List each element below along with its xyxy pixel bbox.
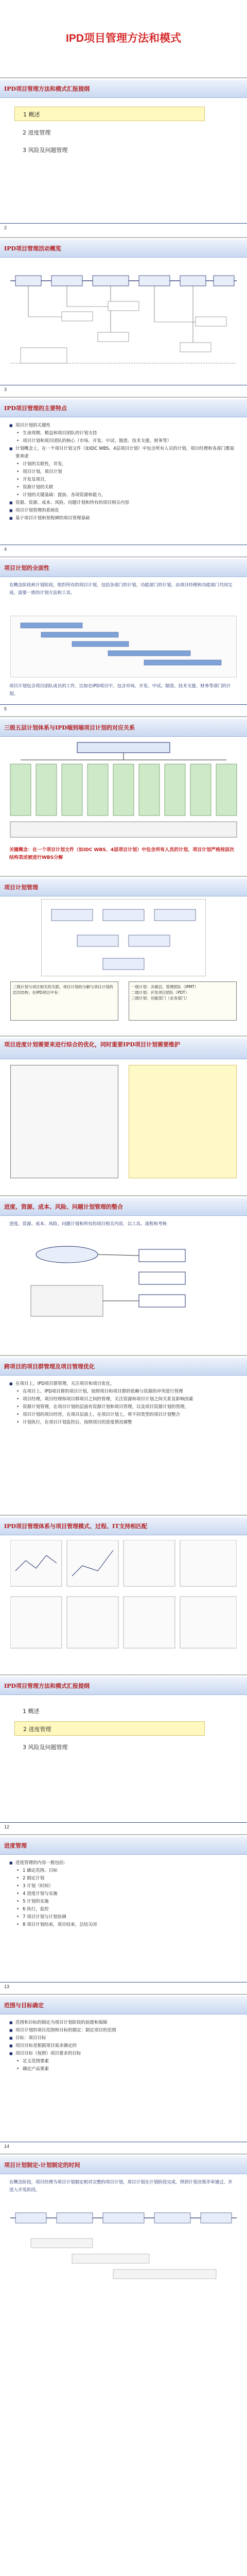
- page-divider: [0, 1834, 247, 1835]
- bullet: ■ 项目计划的项目范围和目标的制定：制定项目的范围: [9, 2027, 236, 2035]
- slide-title: 跨项目的项目群管理及项目管理优化: [4, 1363, 95, 1370]
- page-divider: [0, 397, 247, 398]
- agenda-list: [14, 1704, 205, 1757]
- paragraph: 项目计划包含项目团队成员的工作，比如在IPD项目中，包含市场、开发、中试、制造、技术支援、财务等部门的计划。: [9, 684, 231, 697]
- slide-title: IPD项目管理的主要特点: [4, 405, 67, 412]
- bullet: ■ 资源、资源、成本、风险、问题计划和所有的项目相关内容: [9, 499, 236, 507]
- slide-title-bar: [0, 1996, 247, 2014]
- slide-title: IPD项目管理方法和模式汇报提纲: [4, 1683, 90, 1689]
- page-divider: [0, 716, 247, 717]
- scope-list: [9, 2019, 236, 2073]
- slide-title-bar: [0, 1198, 247, 1216]
- bullet: ■ 进度管理的内容一般包括：: [9, 1859, 236, 1867]
- sub-bullet: • 8 项目计划结束，项目结束，总结关闭: [9, 1921, 236, 1929]
- sub-bullet: • 项目计划和项目团队的核心（市场、开发、中试、制造、技术支援、财务等）: [9, 437, 236, 445]
- page-divider: [0, 2154, 247, 2155]
- page-divider: [0, 556, 247, 557]
- slide-program-management: [0, 1358, 247, 1512]
- page-divider: [0, 237, 247, 238]
- program-list: [9, 1380, 236, 1427]
- page-divider: [0, 77, 247, 78]
- slide-title: 进度管理: [4, 1842, 27, 1849]
- slide-title-bar: [0, 240, 247, 258]
- slide-main-features: [0, 399, 247, 554]
- agenda-item-risk[interactable]: 3 风险及问题管理: [23, 147, 68, 154]
- sub-bullet: • 资源计划的关联: [9, 484, 236, 492]
- info-box: 三级计划与项目相关的关联，项目计划的分解与项目计划的层次结构；在IPD项目中有：: [10, 981, 118, 1021]
- bullet: ■ 项目计划管理的系统化: [9, 507, 236, 515]
- sub-bullet: • 资源计划管理，在项目计划的层面有资源计划和项目管理，以及项目资源计划的管理，: [9, 1403, 236, 1411]
- page-divider: [0, 1355, 247, 1356]
- bullet: ■ 项目目标（按照）项目要求的目标: [9, 2050, 236, 2058]
- sub-bullet: • 6 执行，监控: [9, 1906, 236, 1913]
- bullet: ■ 目标：项目目标: [9, 2035, 236, 2042]
- feature-list: [9, 422, 236, 522]
- slide-title-bar: [0, 80, 247, 98]
- sub-bullet: • 5 计划的实施: [9, 1898, 236, 1906]
- sub-bullet: • 项目计划，项目计划: [9, 468, 236, 476]
- sub-bullet: • 定义范围要素: [9, 2058, 236, 2065]
- paragraph: 在概念阶段，项目经理为项目计划制定相对完整的项目计划，项目计划在计划阶段完成，得到计划决策评审通过，并进入开发阶段。: [9, 2180, 233, 2193]
- page-divider: [0, 876, 247, 877]
- footer-line: [0, 1822, 247, 1823]
- slide-title: 项目计划的全面性: [4, 565, 49, 571]
- slide-title-bar: [0, 559, 247, 577]
- plan-chart: [10, 616, 237, 677]
- page-number: 14: [4, 2144, 10, 2149]
- slide-title: 进度、资源、成本、风险、问题计划管理的整合: [4, 1204, 123, 1210]
- bullet: ■ 在项目上，IPD项目群管理，关注项目和项目优化，: [9, 1380, 236, 1388]
- slide-agenda-2: [0, 1677, 247, 1832]
- sub-bullet: • 开发及项目，: [9, 476, 236, 484]
- sub-bullet: • 项目计划的项目经营，在项目层面上，在项目计划上，将不同类型的项目计划整合: [9, 1411, 236, 1419]
- slide-title: IPD项目管理体系与项目管理模式、过程、IT支持相匹配: [4, 1523, 148, 1530]
- sub-bullet: • 确定产品要素: [9, 2065, 236, 2073]
- sub-bullet: • 计划执行，在项目计划监控后，按照项目的进度情况调整: [9, 1419, 236, 1427]
- slide-scope-goals: [0, 1996, 247, 2151]
- slide-title: IPD项目管理活动概览: [4, 245, 61, 252]
- page-number: 5: [4, 706, 7, 711]
- slide-title-bar: [0, 1038, 247, 1059]
- plan-flow-diagram: [41, 899, 206, 976]
- slide-title-bar: [0, 2156, 247, 2174]
- page-number: 2: [4, 225, 7, 230]
- slide-title-bar: [0, 399, 247, 417]
- agenda-item-schedule[interactable]: 2 进度管理: [23, 129, 51, 136]
- sub-bullet: • 4 进度计划与实施: [9, 1890, 236, 1898]
- paragraph: 在概念阶段和计划阶段，组织所有的项目计划，包括各部门的计划，功能部门的计划，由项目经理和功能部门共同完成，需要一致的计划方法和工具。: [9, 583, 233, 596]
- bullet: ■ 基于项目计划和里程碑的项目管理基础: [9, 515, 236, 522]
- slide-system-match: [0, 1517, 247, 1672]
- sub-bullet: • 计划的关键基础：提前、各项资源和能力，: [9, 492, 236, 499]
- page-divider: [0, 1195, 247, 1196]
- key-concept-text: 关键概念：在一个项目计划文件（如IDC WBS、4层项目计划）中包含所有人员的计划，项目计划严格按层次结构表述被进行WBS分解: [9, 848, 235, 860]
- slide-title: 项目进度计划需要来进行综合的优化，同时重要IPD项目计划需要维护: [4, 1041, 180, 1048]
- agenda-item-overview[interactable]: 1 概述: [14, 107, 205, 121]
- page-number: 13: [4, 1984, 10, 1989]
- document-title: IPD项目管理方法和模式: [65, 32, 181, 44]
- slide-title-bar: [0, 1677, 247, 1695]
- slide-title: 范围与目标确定: [4, 2002, 44, 2009]
- system-match-diagram: [10, 1540, 237, 1653]
- sub-bullet: • 1 确定范围、目标: [9, 1867, 236, 1875]
- agenda-item-schedule[interactable]: 2 进度管理: [14, 1721, 205, 1736]
- slide-title-bar: [0, 1358, 247, 1376]
- slide-title: 三级五层计划体系与IPD端到端项目计划的对应关系: [4, 724, 135, 731]
- slide-title: 项目计划制定-计划制定的时间: [4, 2162, 80, 2168]
- schedule-list: [9, 1859, 236, 1929]
- slide-schedule-management: [0, 1837, 247, 1991]
- paragraph: 进度、资源、成本、风险、问题计划和所有的项目相关内容，以工具、流程和考核: [9, 1222, 167, 1227]
- agenda-item-risk[interactable]: 3 风险及问题管理: [23, 1744, 68, 1751]
- page-number: 12: [4, 1824, 10, 1829]
- bullet: ■ 计划概念上，在一个项目计划文件（如IDC WBS、4层项目计划）中包含所有人员的计划，项目经理和各部门都需要承诺: [9, 445, 236, 461]
- slide-activity-overview: [0, 240, 247, 394]
- slide-title-bar: [0, 878, 247, 896]
- agenda-list: [14, 107, 205, 160]
- agenda-item-overview[interactable]: 1 概述: [23, 1708, 40, 1715]
- slide-three-level-plan: [0, 719, 247, 873]
- page-divider: [0, 1994, 247, 1995]
- slide-title-bar: [0, 1517, 247, 1535]
- page-divider: [0, 1036, 247, 1037]
- sub-bullet: • 项目经理，项目经理和项目群项目之间的管理，关注资源和项目计划之间关系及影响因素: [9, 1396, 236, 1403]
- page-number: 3: [4, 387, 7, 392]
- slide-plan-comprehensive: [0, 559, 247, 714]
- right-panel: [129, 1065, 237, 1178]
- left-panel: [10, 1065, 118, 1178]
- sub-bullet: • 在项目上，IPD项目群的项目计划，按照项目和项目群的依赖与资源的冲突进行管理: [9, 1388, 236, 1396]
- bullet: ■ 项目目标是根据项目需求确定的: [9, 2042, 236, 2050]
- sub-bullet: • 2 制定计划: [9, 1875, 236, 1883]
- sub-bullet: • 3 计划（时间）: [9, 1883, 236, 1890]
- page-divider: [0, 1515, 247, 1516]
- bullet: ■ 范围和目标的制定为项目计划阶段的前提和保障: [9, 2019, 236, 2027]
- page-divider: [0, 1674, 247, 1675]
- slide-plan-optimization: [0, 1038, 247, 1193]
- integration-diagram: [10, 1239, 237, 1337]
- info-box: 一级计划：决策层，管理团队（IPMT） 二级计划：开发项目团队（PDT） 三级计划：功能部门（业务部门）: [129, 981, 237, 1021]
- slide-title-bar: [0, 1837, 247, 1855]
- slide-agenda: [0, 80, 247, 234]
- slide-plan-timing: [0, 2156, 247, 2311]
- sub-bullet: • 生命周期、精益和项目团队的计划支持: [9, 430, 236, 437]
- bullet: ■ 项目计划的关键性: [9, 422, 236, 430]
- footer-line: [0, 223, 247, 224]
- slide-title: IPD项目管理方法和模式汇报提纲: [4, 86, 90, 92]
- slide-title-bar: [0, 719, 247, 737]
- plan-hierarchy-diagram: [0, 739, 247, 842]
- slide-integration: [0, 1198, 247, 1352]
- activity-diagram: [0, 260, 247, 379]
- slide-title: 项目计划管理: [4, 884, 38, 891]
- footer-line: [0, 704, 247, 705]
- slide-plan-management: [0, 878, 247, 1033]
- sub-bullet: • 7 项目计划与计划协调: [9, 1913, 236, 1921]
- timing-diagram: [10, 2202, 237, 2285]
- sub-bullet: • 计划的关联性，并发，: [9, 461, 236, 468]
- page-number: 4: [4, 547, 7, 552]
